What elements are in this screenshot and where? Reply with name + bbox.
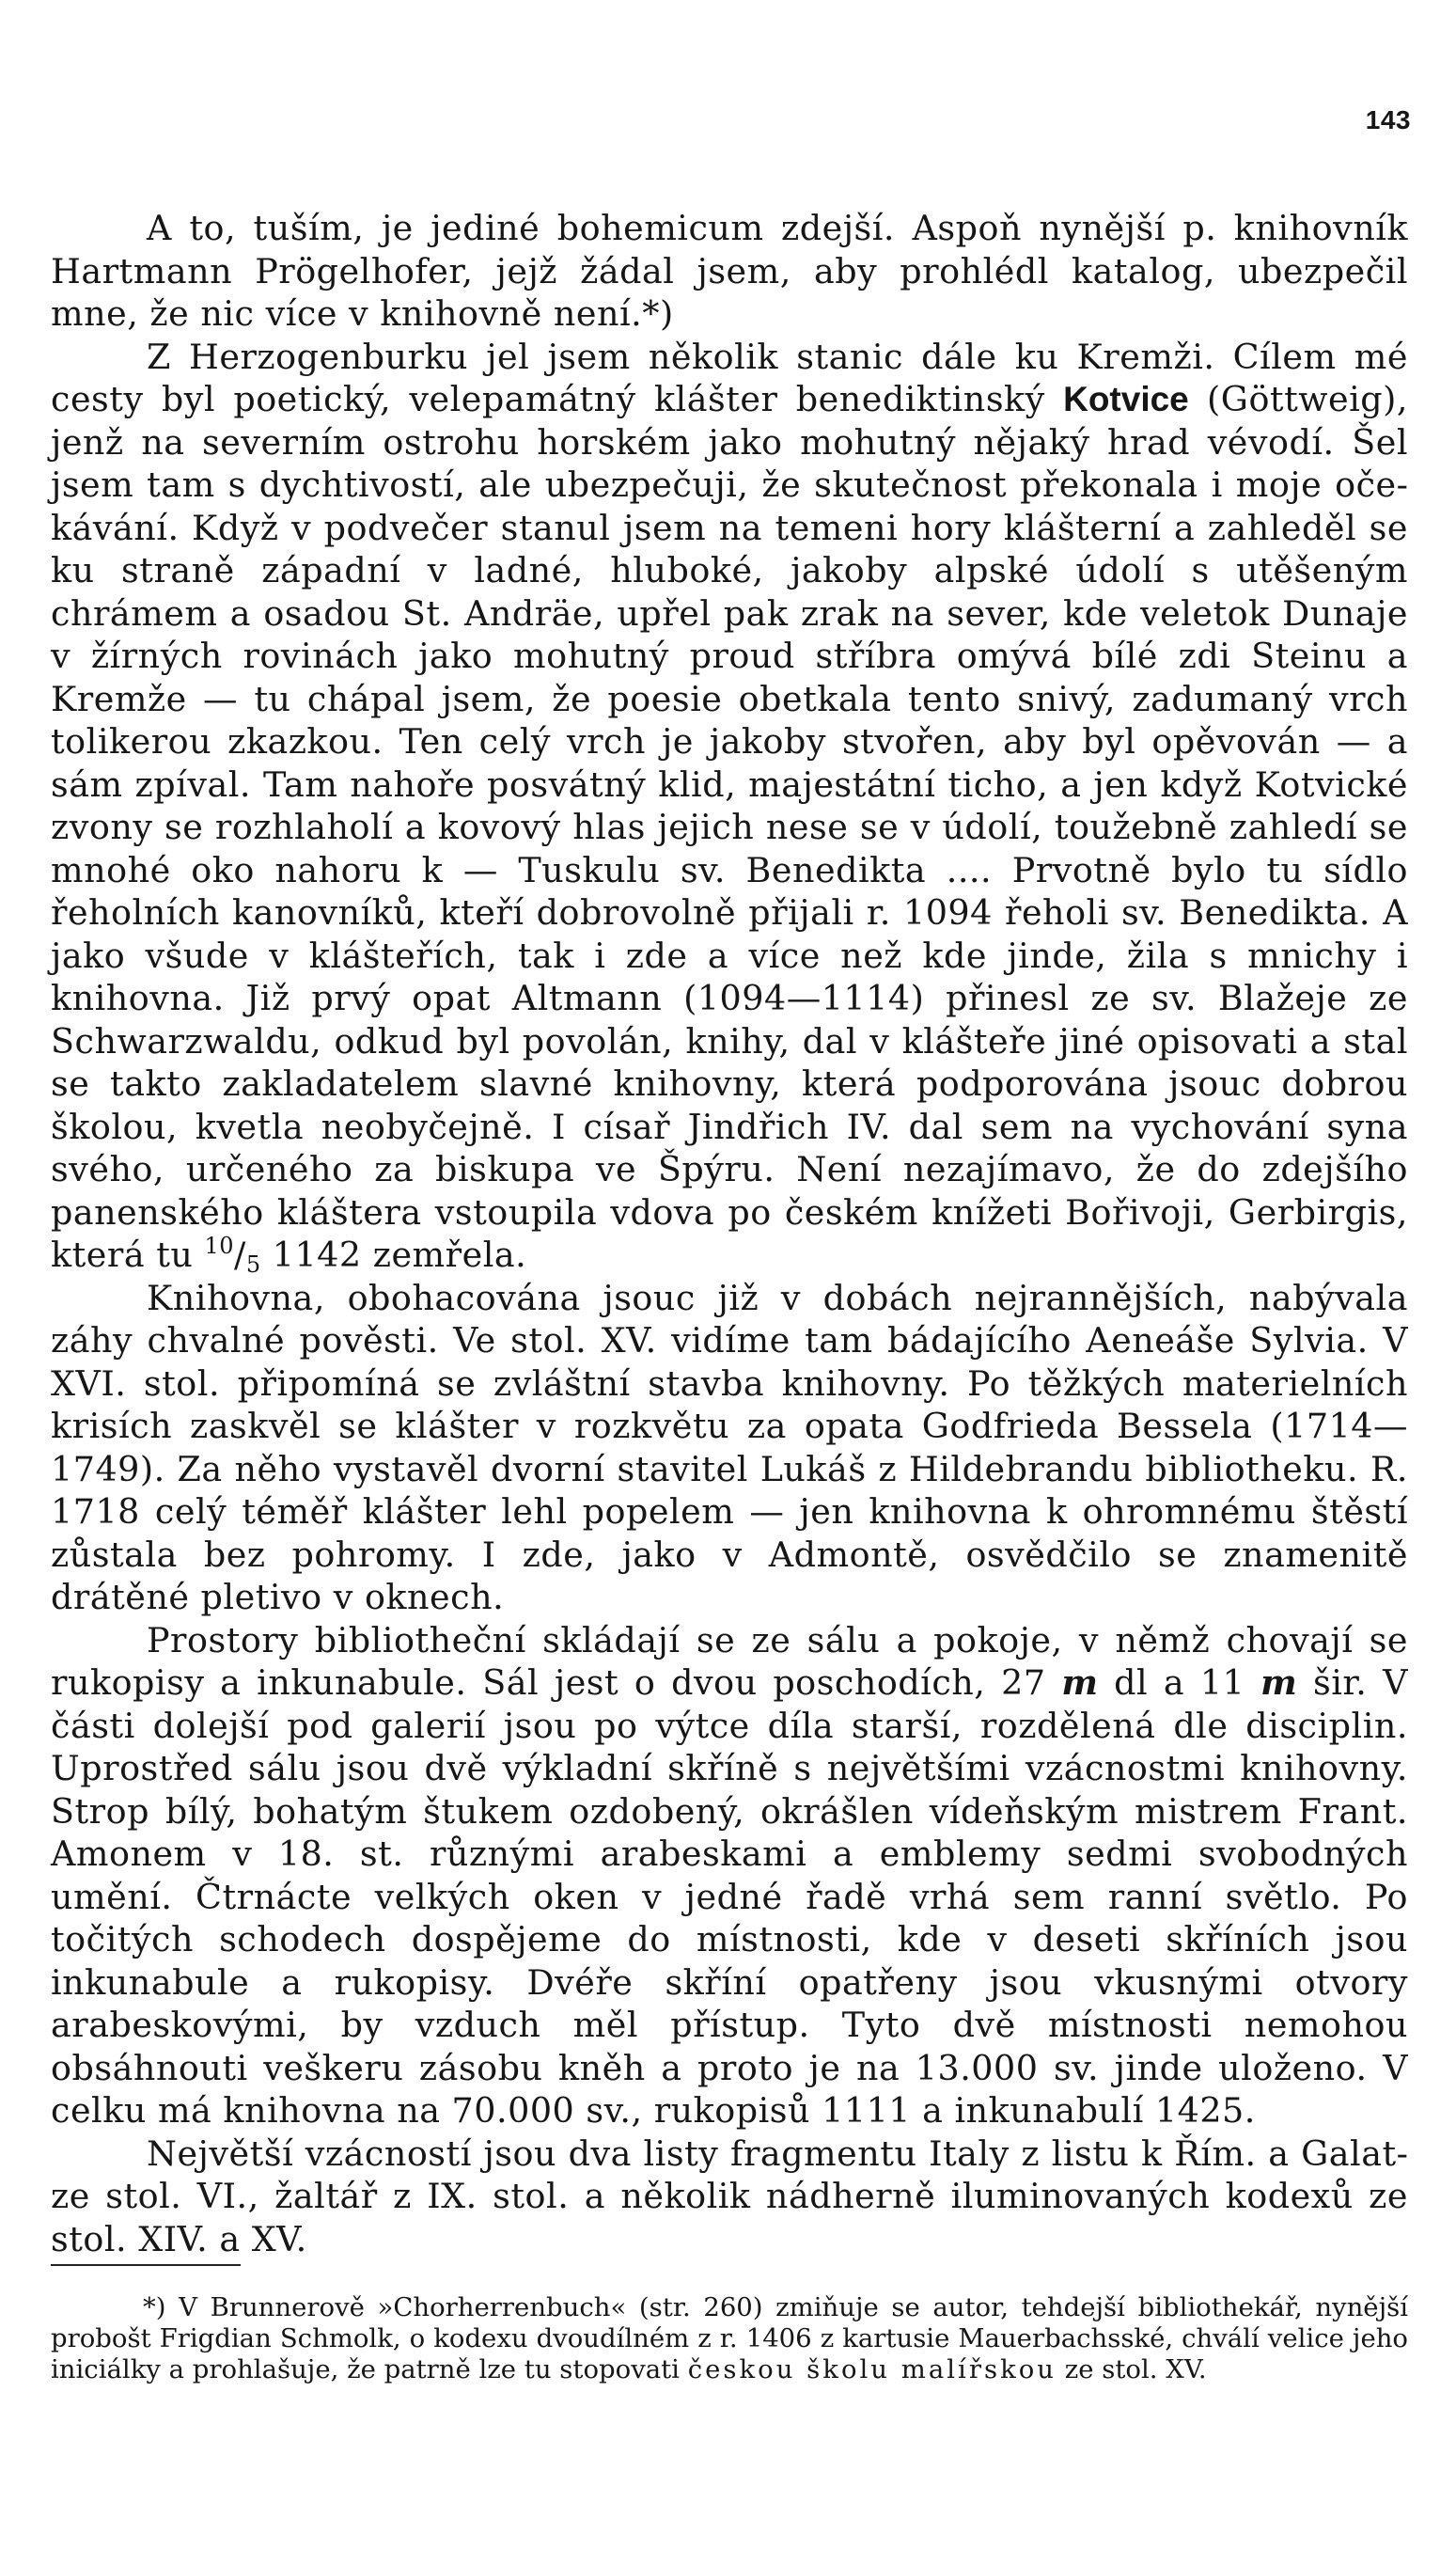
footnote-text: ze stol. XV. <box>1057 2354 1207 2384</box>
footnote-text: *) V Brunnerově »Chorherrenbuch« (str. 260) zmiňuje se autor, tehdejší bibliothekář, nynější probošt Frigdian Schmolk, o kodexu dvoudílném z r. 1406 z kartusie Mauerbachsské, chválí velice jeho iniciálky a prohlašuje, že patrně lze tu stopovati <box>51 2292 1408 2384</box>
paragraph-prostory <box>51 1619 1408 2132</box>
footnote <box>51 2292 1408 2385</box>
page-number: 143 <box>1365 105 1411 134</box>
paragraph-text: Prostory bibliotheční skládají se ze sálu a pokoje, v němž chovají se rukopisy a inkunabule. Sál jest o dvou poschodích, 27 <box>51 1619 1408 1703</box>
date-day: 10 <box>204 1233 235 1259</box>
paragraph-text: (Göttweig), jenž na severním ostrohu horském jako mohutný nějaký hrad vévodí. Šel jsem tam s dychtivostí, ale ubezpečuji, že skutečnost překonala i moje očekávání. Když v podvečer stanul jsem na temeni hory klášterní a zahleděl se ku straně západní v ladné, hluboké, jakoby alpské údolí s utěšeným chrámem a osadou St. Andräe, upřel pak zrak na sever, kde veletok Dunaje v žírných rovinách jako mohutný proud stříbra omývá bílé zdi Steinu a Kremže — tu chápal jsem, že poesie obetkala tento snivý, zadumaný vrch tolikerou zkazkou. Ten celý vrch je jakoby stvořen, aby byl opěvován — a sám zpíval. Tam nahoře posvátný klid, majestátní ticho, a jen když Kotvické zvony se rozhlaholí a kovový hlas jejich nese se v údolí, toužebně zahledí se mnohé oko nahoru k — Tuskulu sv. Benedikta .... Prvotně bylo tu sídlo řeholních kanovníků, kteří dobrovolně přijali r. 1094 řeholi sv. Benedikta. A jako všude v klášteřích, tak i zde a více než kde jinde, žila s mnichy i knihovna. Již prvý opat Altmann (1094—1114) přinesl ze sv. Blažeje ze Schwarzwaldu, odkud byl povolán, knihy, dal v klášteře jiné opisovati a stal se takto zakladatelem slavné knihovny, která podporována jsouc dobrou školou, kvetla neobyčejně. I císař Jindřich IV. dal sem na vychování syna svého, určeného za biskupa ve Špýru. Není nezajímavo, že do zdejšího panenského kláštera vstoupila vdova po českém knížeti Bořivoji, Gerbirgis, která tu <box>51 379 1408 1275</box>
paragraph-kotvice <box>51 336 1408 1277</box>
date-slash: / <box>234 1235 246 1275</box>
paragraph-knihovna <box>51 1277 1408 1619</box>
emphasized-name-kotvice: Kotvice <box>1063 380 1189 418</box>
date-month: 5 <box>245 1251 261 1278</box>
paragraph-text: dl a 11 <box>1098 1662 1261 1703</box>
paragraph-text: Z Herzogenburku jel jsem několik stanic dále ku Kremži. Cílem mé cesty byl poetický, velepamátný klášter benediktinský <box>51 336 1408 419</box>
paragraph-vzacnosti <box>51 2132 1408 2261</box>
paragraph-text: Knihovna, obohacována jsouc již v dobách nejrannějších, nabývala záhy chvalné pověsti. Ve stol. XV. vidíme tam bádajícího Aeneáše Sylvia. V XVI. stol. připomíná se zvláštní stavba knihovny. Po těžkých materielních krisích zaskvěl se klášter v rozkvětu za opata Godfrieda Bessela (1714—1749). Za něho vystavěl dvorní stavitel Lukáš z Hildebrandu bibliotheku. R. 1718 celý téměř klášter lehl popelem — jen knihovna k ohromnému štěstí zůstala bez pohromy. I zde, jako v Admontě, osvědčilo se znamenitě drátěné pletivo v oknech. <box>51 1277 1408 1617</box>
footnote-divider <box>51 2264 241 2266</box>
paragraph-text: šir. V části dolejší pod galerií jsou po výtce díla starší, rozdělená dle disciplin. Uprostřed sálu jsou dvě výkladní skříně s největšími vzácnostmi knihovny. Strop bílý, bohatým štukem ozdobený, okrášlen vídeňským mistrem Frant. Amonem v 18. st. různými arabeskami a emblemy sedmi svobodných umění. Čtrnácte velkých oken v jedné řadě vrhá sem ranní světlo. Po točitých schodech dospějeme do místnosti, kde v deseti skříních jsou inkunabule a rukopisy. Dvéře skříní opatřeny jsou vkusnými otvory arabeskovými, by vzduch měl přístup. Tyto dvě místnosti nemohou obsáhnouti veškeru zásobu kněh a proto je na 13.000 sv. jinde uloženo. V celku má knihovna na 70.000 sv., rukopisů 1111 a inkunabulí 1425. <box>51 1662 1408 2131</box>
footnote-marker: *) <box>642 293 674 334</box>
paragraph-text: 1142 zemřela. <box>260 1235 527 1275</box>
unit-meter: m <box>1061 1662 1099 1703</box>
paragraph-text: Největší vzácností jsou dva listy fragmentu Italy z listu k Řím. a Galatze stol. VI., žaltář z IX. stol. a několik nádherně iluminovaných kodexů ze stol. XIV. a XV. <box>51 2132 1408 2259</box>
unit-meter: m <box>1260 1662 1298 1703</box>
paragraph-bohemicum <box>51 207 1408 336</box>
paragraph-text: A to, tuším, je jediné bohemicum zdejší. Aspoň nynější p. knihovník Hartmann Prögelhofer, jejž žádal jsem, aby prohlédl katalog, ubezpečil mne, že nic více v knihovně není. <box>51 208 1408 334</box>
footnote-spaced-text: českou školu malířskou <box>687 2354 1057 2384</box>
body-text <box>51 207 1408 2260</box>
